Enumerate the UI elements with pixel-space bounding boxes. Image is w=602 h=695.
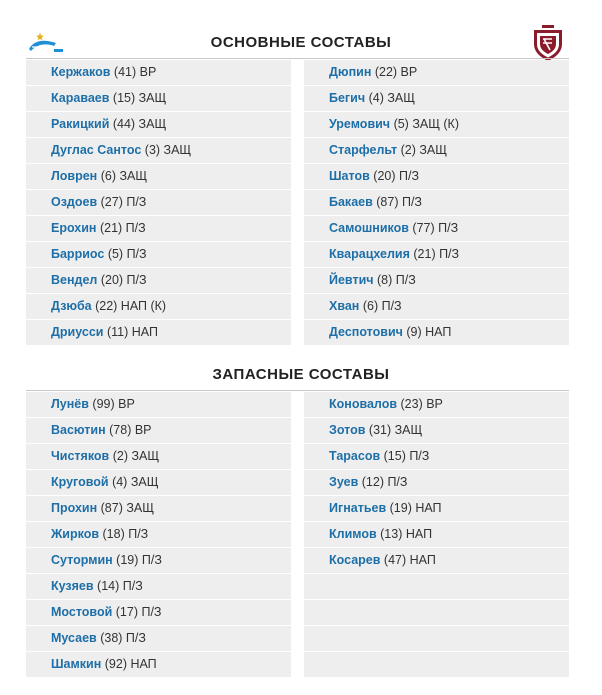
player-name[interactable]: Кварацхелия (329, 247, 410, 261)
player-name[interactable]: Йевтич (329, 273, 374, 287)
main-lineups-title: ОСНОВНЫЕ СОСТАВЫ (210, 34, 392, 51)
player-info: (2) ЗАЩ (112, 449, 160, 463)
list-item (26, 242, 291, 268)
player-info: (92) НАП (104, 657, 157, 671)
player-name[interactable]: Барриос (51, 247, 105, 261)
player-name[interactable]: Ерохин (51, 221, 97, 235)
subs-lineup-home (26, 392, 291, 677)
player-info: (21) П/З (99, 221, 146, 235)
player-info: (6) П/З (362, 299, 402, 313)
list-item (304, 190, 569, 216)
main-lineup-away (304, 60, 569, 345)
player-name[interactable]: Косарев (329, 553, 381, 567)
empty-row (304, 600, 569, 626)
list-item (304, 418, 569, 444)
list-item (304, 522, 569, 548)
player-name[interactable]: Ловрен (51, 169, 98, 183)
player-name[interactable]: Сутормин (51, 553, 113, 567)
player-name[interactable]: Кержаков (51, 65, 111, 79)
player-name[interactable]: Уремович (329, 117, 391, 131)
player-info: (22) ВР (374, 65, 418, 79)
player-info: (23) ВР (400, 397, 443, 411)
list-item (26, 470, 291, 496)
player-info: (8) П/З (377, 273, 416, 287)
player-name[interactable]: Игнатьев (329, 501, 387, 515)
player-name[interactable]: Коновалов (329, 397, 398, 411)
player-info: (13) НАП (380, 527, 433, 541)
list-item (26, 626, 291, 652)
player-info: (18) П/З (102, 527, 149, 541)
player-name[interactable]: Дриусси (51, 325, 104, 339)
player-name[interactable]: Чистяков (51, 449, 110, 463)
list-item (304, 164, 569, 190)
player-name[interactable]: Тарасов (329, 449, 381, 463)
list-item (304, 216, 569, 242)
player-name[interactable]: Васютин (51, 423, 106, 437)
divider (26, 390, 569, 391)
list-item (26, 216, 291, 242)
player-name[interactable]: Кузяев (51, 579, 94, 593)
divider (26, 58, 569, 59)
player-name[interactable]: Вендел (51, 273, 98, 287)
player-info: (12) П/З (361, 475, 408, 489)
player-info: (17) П/З (115, 605, 162, 619)
player-name[interactable]: Климов (329, 527, 377, 541)
player-info: (6) ЗАЩ (100, 169, 148, 183)
player-name[interactable]: Дюпин (329, 65, 372, 79)
empty-row (304, 652, 569, 677)
player-info: (20) П/З (100, 273, 147, 287)
player-info: (44) ЗАЩ (112, 117, 167, 131)
list-item (304, 86, 569, 112)
player-name[interactable]: Зотов (329, 423, 366, 437)
player-name[interactable]: Круговой (51, 475, 109, 489)
player-name[interactable]: Старфельт (329, 143, 398, 157)
list-item (26, 86, 291, 112)
list-item (304, 138, 569, 164)
player-info: (41) ВР (113, 65, 157, 79)
player-info: (4) ЗАЩ (112, 475, 159, 489)
player-info: (2) ЗАЩ (400, 143, 447, 157)
player-name[interactable]: Дзюба (51, 299, 92, 313)
list-item (26, 60, 291, 86)
list-item (26, 320, 291, 345)
list-item (304, 242, 569, 268)
list-item (304, 470, 569, 496)
list-item (304, 496, 569, 522)
list-item (304, 320, 569, 345)
player-name[interactable]: Дуглас Сантос (51, 143, 142, 157)
player-info: (47) НАП (383, 553, 436, 567)
player-info: (22) НАП (К) (95, 299, 167, 313)
player-name[interactable]: Шамкин (51, 657, 102, 671)
player-name[interactable]: Лунёв (51, 397, 89, 411)
player-info: (15) ЗАЩ (112, 91, 167, 105)
list-item (26, 294, 291, 320)
player-info: (87) П/З (376, 195, 422, 209)
player-name[interactable]: Оздоев (51, 195, 98, 209)
list-item (304, 112, 569, 138)
subs-lineups-title: ЗАПАСНЫЕ СОСТАВЫ (212, 366, 390, 383)
list-item (26, 444, 291, 470)
subs-lineup-away (304, 392, 569, 677)
player-info: (15) П/З (383, 449, 430, 463)
list-item (26, 164, 291, 190)
list-item (26, 574, 291, 600)
list-item (26, 112, 291, 138)
list-item (26, 138, 291, 164)
list-item (304, 268, 569, 294)
list-item (304, 444, 569, 470)
player-name[interactable]: Зуев (329, 475, 359, 489)
player-info: (19) НАП (389, 501, 442, 515)
player-name[interactable]: Мостовой (51, 605, 113, 619)
empty-row (304, 626, 569, 652)
player-name[interactable]: Бакаев (329, 195, 373, 209)
player-name[interactable]: Ракицкий (51, 117, 110, 131)
player-info: (21) П/З (413, 247, 460, 261)
player-info: (20) П/З (373, 169, 419, 183)
player-info: (11) НАП (106, 325, 158, 339)
player-info: (27) П/З (100, 195, 147, 209)
player-info: (9) НАП (406, 325, 452, 339)
player-name[interactable]: Шатов (329, 169, 370, 183)
main-lineup-home (26, 60, 291, 345)
list-item (26, 418, 291, 444)
list-item (304, 60, 569, 86)
list-item (26, 268, 291, 294)
list-item (26, 652, 291, 677)
player-name[interactable]: Жирков (51, 527, 100, 541)
list-item (26, 522, 291, 548)
player-info: (99) ВР (92, 397, 135, 411)
player-info: (14) П/З (97, 579, 143, 593)
player-info: (3) ЗАЩ (144, 143, 192, 157)
list-item (26, 548, 291, 574)
list-item (26, 190, 291, 216)
player-name[interactable]: Мусаев (51, 631, 97, 645)
player-info: (77) П/З (412, 221, 459, 235)
player-name[interactable]: Прохин (51, 501, 98, 515)
list-item (304, 392, 569, 418)
player-info: (87) ЗАЩ (100, 501, 154, 515)
player-name[interactable]: Хван (329, 299, 360, 313)
player-info: (4) ЗАЩ (368, 91, 415, 105)
player-info: (38) П/З (100, 631, 146, 645)
list-item (304, 548, 569, 574)
player-name[interactable]: Караваев (51, 91, 110, 105)
player-info: (31) ЗАЩ (368, 423, 423, 437)
player-name[interactable]: Самошников (329, 221, 409, 235)
player-info: (19) П/З (116, 553, 162, 567)
empty-row (304, 574, 569, 600)
list-item (26, 496, 291, 522)
player-name[interactable]: Бегич (329, 91, 366, 105)
list-item (26, 392, 291, 418)
player-name[interactable]: Деспотович (329, 325, 403, 339)
player-info: (5) П/З (107, 247, 147, 261)
player-info: (5) ЗАЩ (К) (393, 117, 459, 131)
player-info: (78) ВР (109, 423, 152, 437)
list-item (304, 294, 569, 320)
list-item (26, 600, 291, 626)
